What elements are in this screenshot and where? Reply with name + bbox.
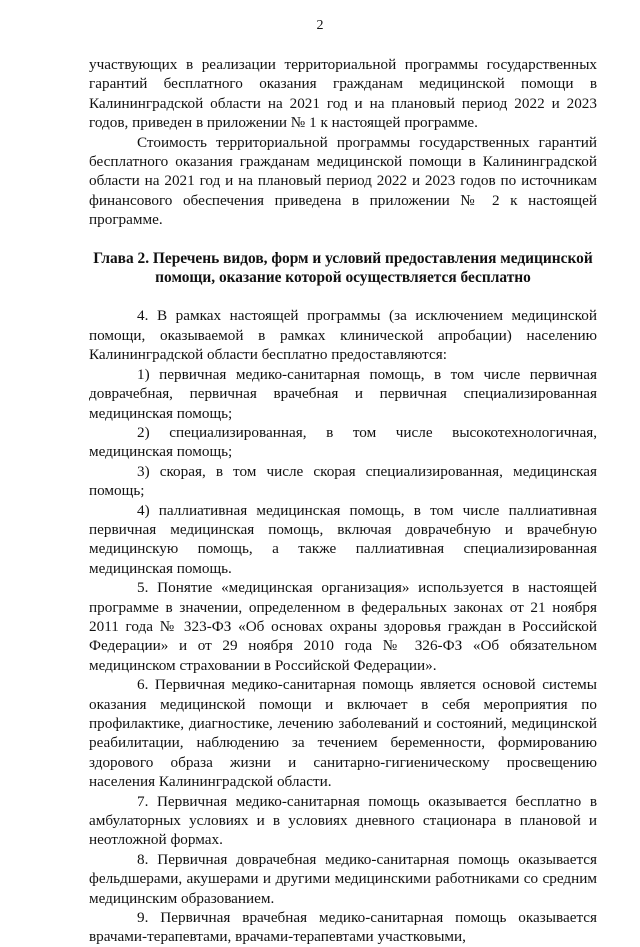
paragraph-7: 7. Первичная медико-санитарная помощь оказывается бесплатно в амбулаторных условиях и в условиях дневного стационара в плановой и неотложной формах. [89,792,597,849]
list-item-1: 1) первичная медико-санитарная помощь, в том числе первичная доврачебная, первичная врачебная и первичная специализированная медицинская помощь; [89,365,597,422]
paragraph-4: 4. В рамках настоящей программы (за исключением медицинской помощи, оказываемой в рамках клинической апробации) населению Калининградской области бесплатно предоставляются: [89,307,597,364]
paragraph-8: 8. Первичная доврачебная медико-санитарная помощь оказывается фельдшерами, акушерами и другими медицинскими работниками со средним медицинским образованием. [89,850,597,907]
paragraph-cost: Стоимость территориальной программы государственных гарантий бесплатного оказания гражданам медицинской помощи в Калининградской области на 2021 год и на плановый период 2022 и 2023 годов по источникам финансового обеспечения приведена в приложении № 2 к настоящей программе. [89,133,597,229]
list-item-3: 3) скорая, в том числе скорая специализированная, медицинская помощь; [89,462,597,500]
list-item-2: 2) специализированная, в том числе высокотехнологичная, медицинская помощь; [89,423,597,461]
page-number: 2 [316,18,324,33]
paragraph-continuation: участвующих в реализации территориальной программы государственных гарантий бесплатного оказания гражданам медицинской помощи в Калининградской области на 2021 год и на плановый период 2022 и 2023 годов, приведен в приложении № 1 к настоящей программе. [89,56,597,132]
chapter-heading: Глава 2. Перечень видов, форм и условий предоставления медицинской помощи, оказание которой осуществляется бесплатно [93,249,593,287]
list-item-4: 4) паллиативная медицинская помощь, в том числе паллиативная первичная медицинская помощь, включая доврачебную и врачебную медицинскую помощь, а также паллиативная специализированная медицинская помощь. [89,501,597,577]
document-body [89,55,597,947]
paragraph-6: 6. Первичная медико-санитарная помощь является основой системы оказания медицинской помощи и включает в себя мероприятия по профилактике, диагностике, лечению заболеваний и состояний, медицинской реабилитации, наблюдению за течением беременности, формированию здорового образа жизни и санитарно-гигиеническому просвещению населения Калининградской области. [89,676,597,791]
paragraph-9: 9. Первичная врачебная медико-санитарная помощь оказывается врачами-терапевтами, врачами-терапевтами участковыми, [89,909,597,946]
paragraph-5: 5. Понятие «медицинская организация» используется в настоящей программе в значении, определенном в федеральных законах от 21 ноября 2011 года № 323-ФЗ «Об основах охраны здоровья граждан в Российской Федерации» и от 29 ноября 2010 года № 326-ФЗ «Об обязательном медицинском страховании в Российской Федерации». [89,579,597,674]
